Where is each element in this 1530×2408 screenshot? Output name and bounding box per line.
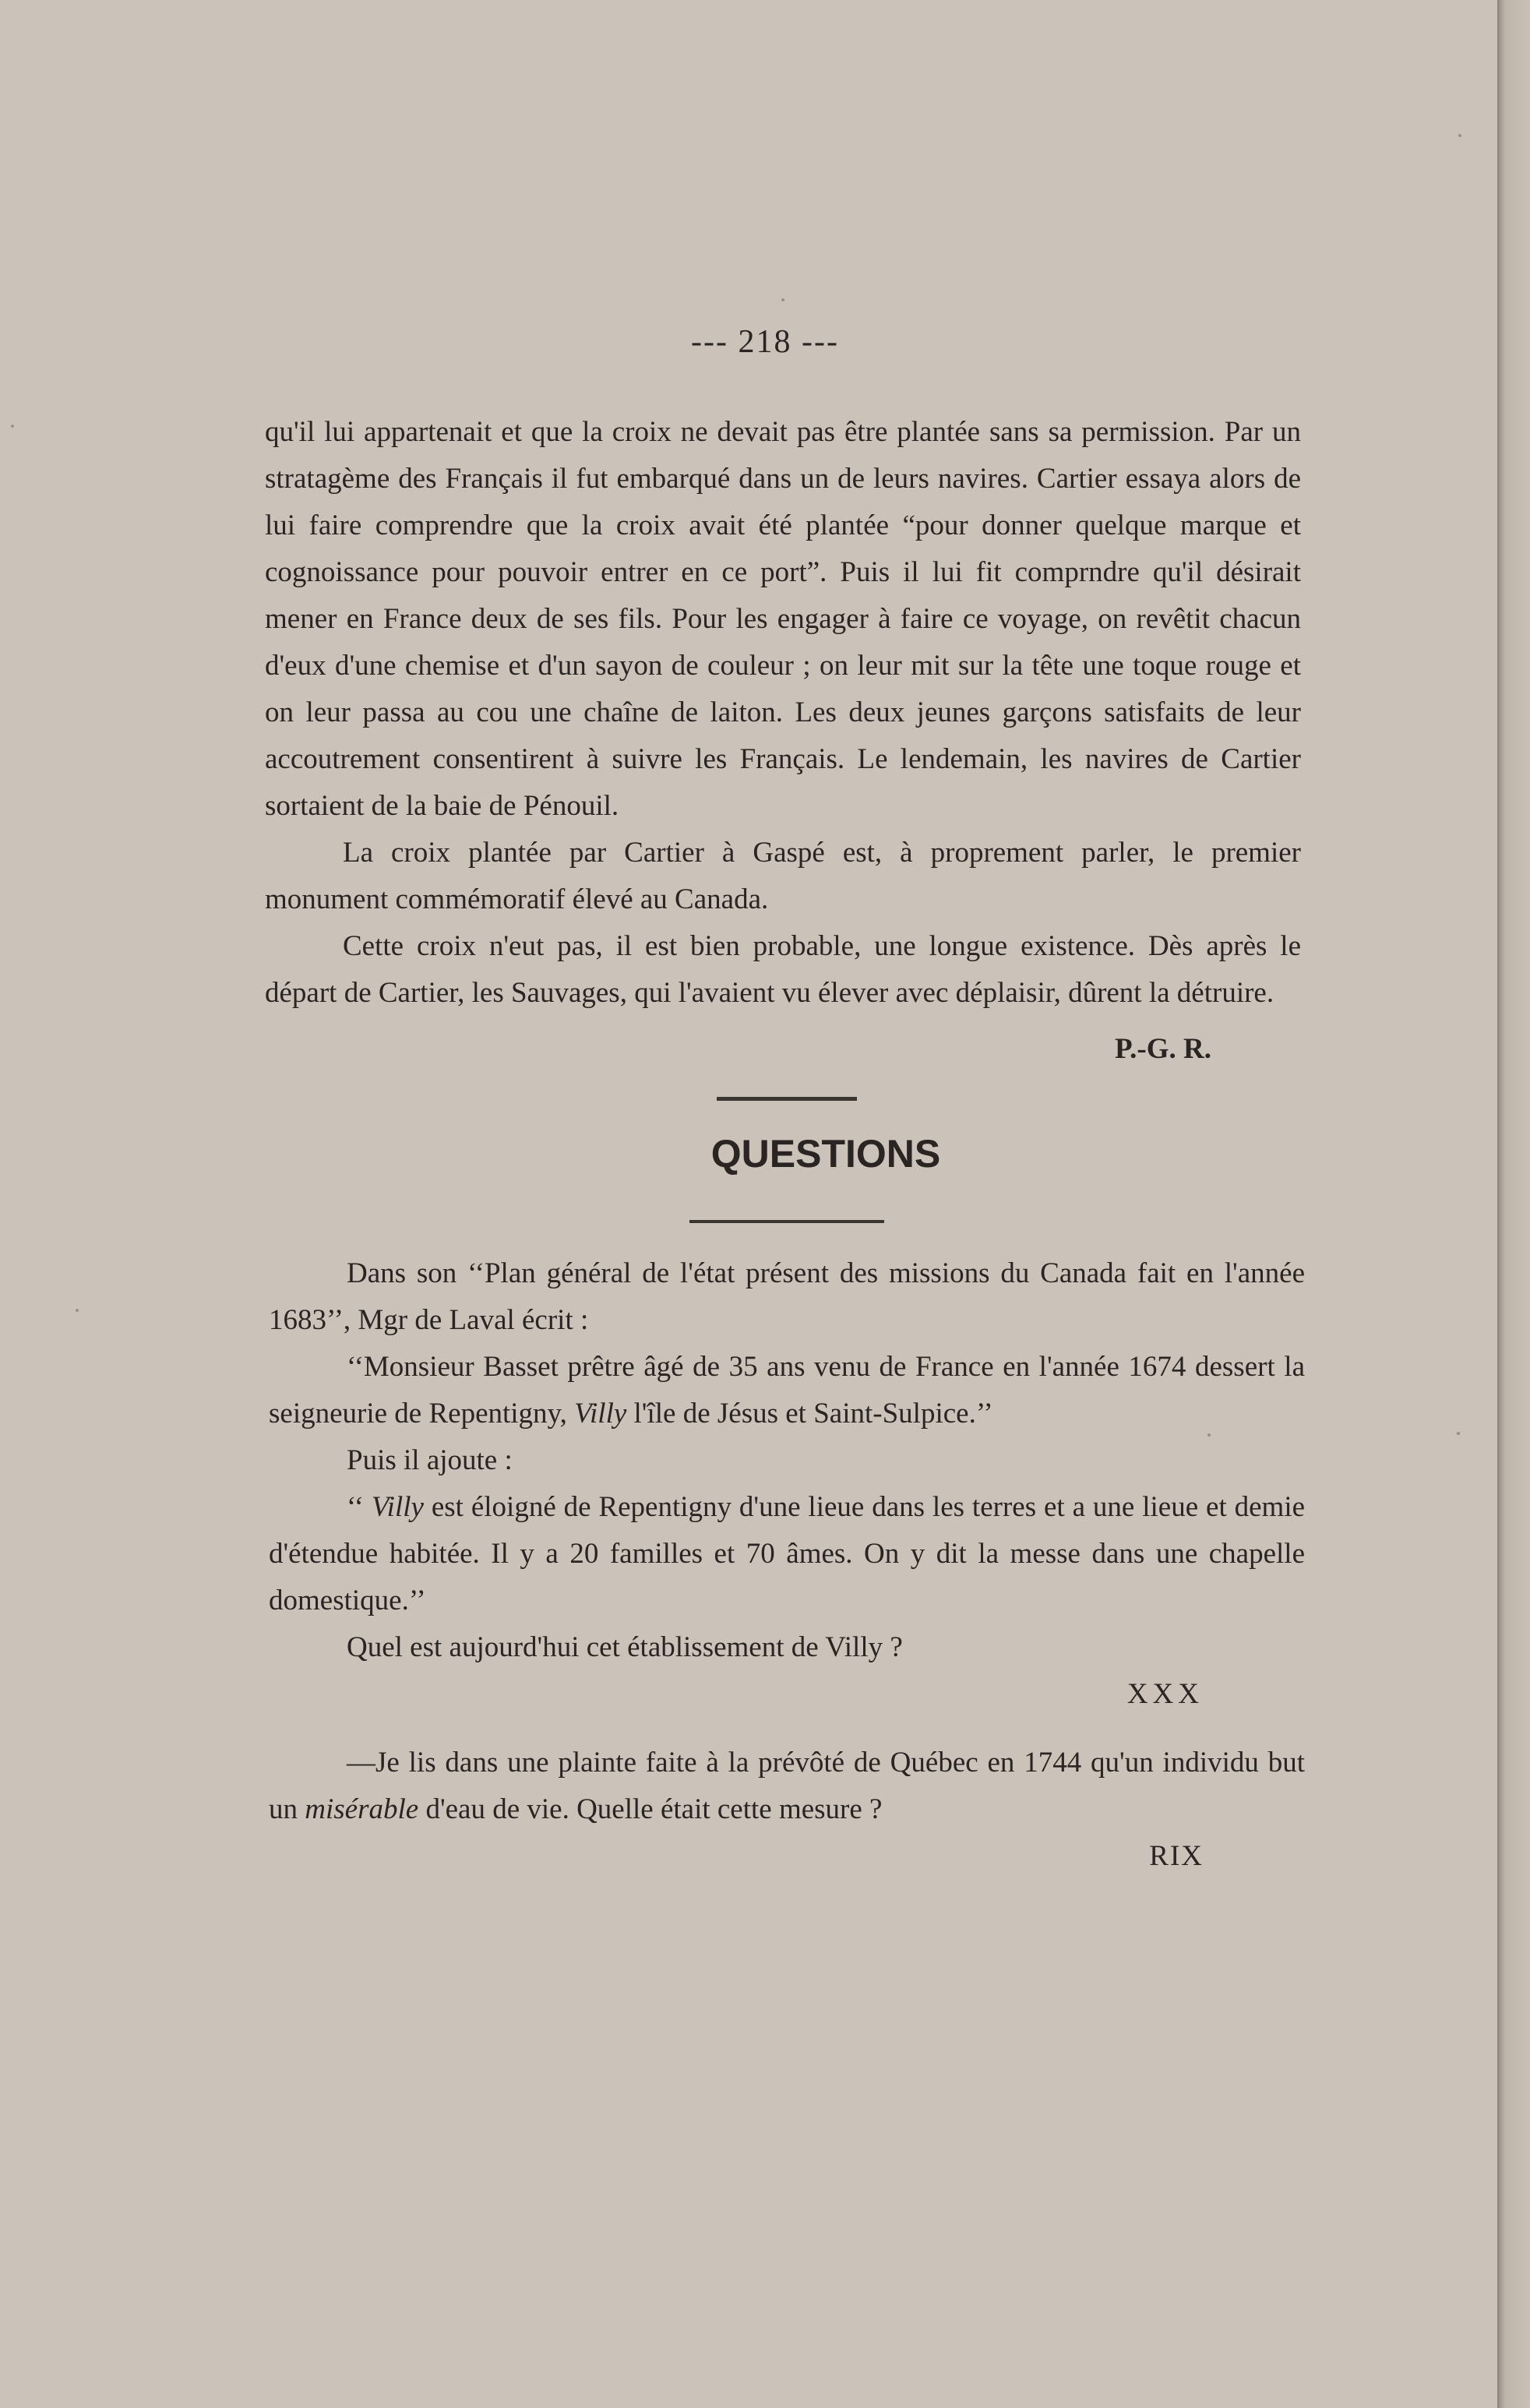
questions-section <box>269 1250 1305 1880</box>
paper-speck <box>781 298 784 301</box>
quote-1-text-after: l'île de Jésus et Saint-Sulpice.’’ <box>633 1398 993 1430</box>
section-divider-top <box>717 1097 857 1101</box>
article-paragraph-2: La croix plantée par Cartier à Gaspé est, à proprement parler, le premier monument commémoratif élevé au Canada. <box>265 837 1301 915</box>
article-paragraph-3: Cette croix n'eut pas, il est bien probable, une longue existence. Dès après le départ de Cartier, les Sauvages, qui l'avaient vu élever avec déplaisir, dûrent la détruire. <box>265 930 1301 1009</box>
page-edge-shadow <box>1497 0 1530 2408</box>
article-paragraph-1: qu'il lui appartenait et que la croix ne devait pas être plantée sans sa permission. Par un stratagème des Français il fut embarqué dans un de leurs navires. Cartier essaya alors de lui faire comprendre que la croix avait été plantée “pour donner quelque marque et cognoissance pour pouvoir entrer en ce port”. Puis il lui fit comprndre qu'il désirait mener en France deux de ses fils. Pour les engager à faire ce voyage, on revêtit chacun d'eux d'une chemise et d'un sayon de couleur ; on leur mit sur la tête une toque rouge et on leur passa au cou une chaîne de laiton. Les deux jeunes garçons satisfaits de leur accoutrement consentirent à suivre les Français. Le lendemain, les navires de Cartier sortaient de la baie de Pénouil. <box>265 416 1301 822</box>
quote-2-open-mark: ‘‘ <box>347 1491 364 1523</box>
question-2-text-after: d'eau de vie. Quelle était cette mesure ? <box>425 1793 883 1825</box>
question-2 <box>269 1740 1305 1833</box>
paper-speck <box>1457 1432 1460 1435</box>
quote-2-italic: Villy <box>371 1491 424 1523</box>
article-signature: P.-G. R. <box>1114 1033 1211 1065</box>
question-2-signature: RIX <box>1149 1840 1204 1872</box>
article-continuation <box>265 409 1301 1073</box>
question-1-question: Quel est aujourd'hui cet établissement de Villy ? <box>347 1631 903 1663</box>
question-2-text-before: —Je lis dans une plainte faite à la prévôté de Québec en 1744 qu'un individu but un <box>269 1747 1305 1825</box>
section-divider-bottom <box>689 1220 884 1223</box>
paper-speck <box>1458 134 1461 137</box>
paper-speck <box>11 425 14 428</box>
question-1-quote-2 <box>269 1484 1305 1624</box>
question-1-intro: Dans son ‘‘Plan général de l'état présent des missions du Canada fait en l'année 1683’’, Mgr de Laval écrit : <box>269 1257 1305 1336</box>
quote-1-italic: Villy <box>574 1398 627 1430</box>
quote-1-text-before: ‘‘Monsieur Basset prêtre âgé de 35 ans venu de France en l'année 1674 dessert la seigneurie de Repentigny, <box>269 1351 1305 1430</box>
question-1-signature: XXX <box>1126 1678 1204 1710</box>
paper-speck <box>76 1309 79 1312</box>
quote-2-text-after: est éloigné de Repentigny d'une lieue dans les terres et a une lieue et demie d'étendue habitée. Il y a 20 familles et 70 âmes. On y dit la messe dans une chapelle domestique.’’ <box>269 1491 1306 1616</box>
question-1-quote-1 <box>269 1344 1305 1437</box>
page-number: --- 218 --- <box>691 324 839 360</box>
questions-heading: QUESTIONS <box>710 1132 941 1176</box>
question-1-puis: Puis il ajoute : <box>347 1444 513 1476</box>
question-2-italic: misérable <box>305 1793 419 1825</box>
